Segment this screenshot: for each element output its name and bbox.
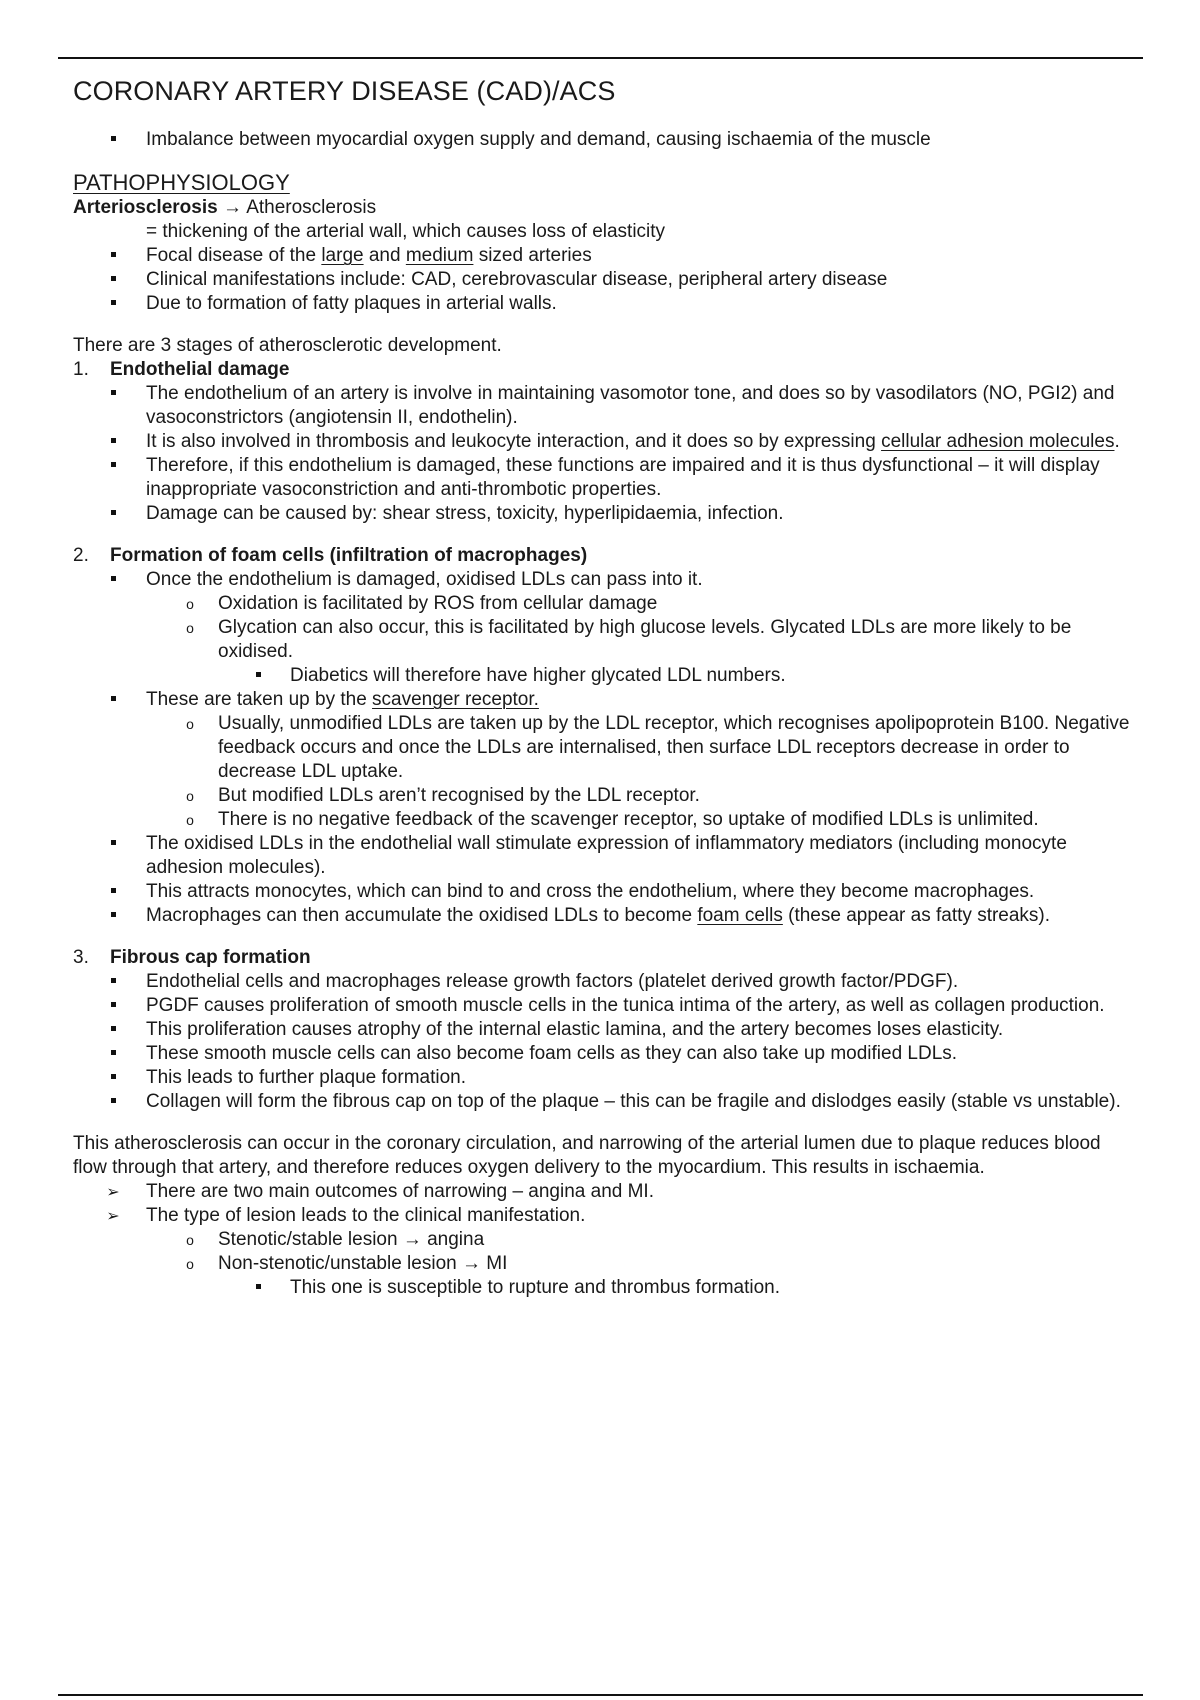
bullet-circle-icon [180, 808, 200, 832]
bullet-square-icon [103, 268, 123, 292]
bullet-circle-icon [180, 592, 200, 616]
bullet-square-icon [248, 664, 268, 688]
bullet-square-icon [103, 1066, 123, 1090]
list-item: o Glycation can also occur, this is facilitated by high glucose levels. Glycated LDLs are more likely to be oxidised. [73, 616, 1133, 664]
list-item: o There is no negative feedback of the scavenger receptor, so uptake of modified LDLs is unlimited. [73, 808, 1133, 832]
list-item: Macrophages can then accumulate the oxidised LDLs to become foam cells (these appear as fatty streaks). [73, 904, 1133, 928]
list-item: Damage can be caused by: shear stress, toxicity, hyperlipidaemia, infection. [73, 502, 1133, 526]
stage-number: 2. [73, 545, 89, 566]
bullet-circle-icon [180, 712, 200, 736]
bullet-square-icon [103, 880, 123, 904]
stage-2 [73, 544, 1133, 568]
list-item: Collagen will form the fibrous cap on top of the plaque – this can be fragile and dislodges easily (stable vs unstable). [73, 1090, 1133, 1114]
list-item: This one is susceptible to rupture and thrombus formation. [73, 1276, 1133, 1300]
list-item: PGDF causes proliferation of smooth muscle cells in the tunica intima of the artery, as well as collagen production. [73, 994, 1133, 1018]
list-item: o Stenotic/stable lesion → angina [73, 1228, 1133, 1252]
bullet-circle-icon [180, 1228, 200, 1252]
intro-list [73, 128, 1133, 152]
bullet-circle-icon [180, 616, 200, 640]
definition-line: = thickening of the arterial wall, which causes loss of elasticity [146, 221, 666, 242]
list-item: o Usually, unmodified LDLs are taken up by the LDL receptor, which recognises apolipoprotein B100. Negative feedback occurs and once the LDLs are internalised, then surface LDL receptors decrease in order to decrease LDL uptake. [73, 712, 1133, 784]
arrowhead-bullet-icon [103, 1180, 123, 1205]
bullet-square-icon [103, 454, 123, 478]
bullet-square-icon [103, 382, 123, 406]
list-item: Imbalance between myocardial oxygen supply and demand, causing ischaemia of the muscle [73, 128, 1133, 152]
list-item: This proliferation causes atrophy of the internal elastic lamina, and the artery becomes loses elasticity. [73, 1018, 1133, 1042]
list-item: ➢ There are two main outcomes of narrowing – angina and MI. [73, 1180, 1133, 1204]
conclusion-list [73, 1180, 1133, 1300]
bullet-circle-icon [180, 1252, 200, 1276]
list-item: The oxidised LDLs in the endothelial wall stimulate expression of inflammatory mediators (including monocyte adhesion molecules). [73, 832, 1133, 880]
top-rule [58, 57, 1143, 59]
bullet-square-icon [103, 430, 123, 454]
bullet-square-icon [103, 244, 123, 268]
list-item: Clinical manifestations include: CAD, cerebrovascular disease, peripheral artery disease [73, 268, 1133, 292]
list-item: Focal disease of the large and medium sized arteries [73, 244, 1133, 268]
bullet-square-icon [103, 128, 123, 152]
stage-number: 3. [73, 947, 89, 968]
document-page [73, 70, 1133, 1300]
arteriosclerosis-line: Arteriosclerosis → Atherosclerosis [73, 197, 377, 218]
stage-number: 1. [73, 359, 89, 380]
bullet-square-icon [103, 292, 123, 316]
list-item: These smooth muscle cells can also become foam cells as they can also take up modified LDLs. [73, 1042, 1133, 1066]
stages-intro: There are 3 stages of atherosclerotic development. [73, 335, 502, 356]
stage-3-list [73, 970, 1133, 1114]
bullet-square-icon [103, 970, 123, 994]
bullet-square-icon [103, 502, 123, 526]
bullet-square-icon [103, 1042, 123, 1066]
list-item: o Non-stenotic/unstable lesion → MI [73, 1252, 1133, 1276]
bullet-square-icon [103, 994, 123, 1018]
stage-title: Formation of foam cells (infiltration of macrophages) [110, 545, 588, 566]
stage-1-list [73, 382, 1133, 526]
patho-list [73, 244, 1133, 316]
list-item: o Oxidation is facilitated by ROS from cellular damage [73, 592, 1133, 616]
section-heading-pathophysiology: PATHOPHYSIOLOGY [73, 170, 290, 195]
bottom-rule [58, 1694, 1143, 1696]
list-item: These are taken up by the scavenger receptor. [73, 688, 1133, 712]
list-item: The endothelium of an artery is involve in maintaining vasomotor tone, and does so by vasodilators (NO, PGI2) and vasoconstrictors (angiotensin II, endothelin). [73, 382, 1133, 430]
list-item: Once the endothelium is damaged, oxidised LDLs can pass into it. [73, 568, 1133, 592]
list-item: Diabetics will therefore have higher glycated LDL numbers. [73, 664, 1133, 688]
stage-1 [73, 358, 1133, 382]
bullet-square-icon [103, 904, 123, 928]
list-item: o But modified LDLs aren’t recognised by the LDL receptor. [73, 784, 1133, 808]
arrowhead-bullet-icon [103, 1204, 123, 1229]
bullet-square-icon [103, 1018, 123, 1042]
list-item: ➢ The type of lesion leads to the clinical manifestation. [73, 1204, 1133, 1228]
stage-title: Fibrous cap formation [110, 947, 311, 968]
conclusion-paragraph: This atherosclerosis can occur in the coronary circulation, and narrowing of the arterial lumen due to plaque reduces blood flow through that artery, and therefore reduces oxygen delivery to the myocardium. This results in ischaemia. [73, 1133, 1101, 1178]
bullet-square-icon [103, 1090, 123, 1114]
list-item: This attracts monocytes, which can bind to and cross the endothelium, where they become macrophages. [73, 880, 1133, 904]
list-item: It is also involved in thrombosis and leukocyte interaction, and it does so by expressing cellular adhesion molecules. [73, 430, 1133, 454]
stage-title: Endothelial damage [110, 359, 290, 380]
stage-2-list [73, 568, 1133, 928]
bullet-square-icon [103, 832, 123, 856]
list-item: Due to formation of fatty plaques in arterial walls. [73, 292, 1133, 316]
page-title: CORONARY ARTERY DISEASE (CAD)/ACS [73, 76, 616, 106]
stage-3 [73, 946, 1133, 970]
bullet-square-icon [248, 1276, 268, 1300]
list-item: Therefore, if this endothelium is damaged, these functions are impaired and it is thus dysfunctional – it will display inappropriate vasoconstriction and anti-thrombotic properties. [73, 454, 1133, 502]
bullet-square-icon [103, 688, 123, 712]
bullet-circle-icon [180, 784, 200, 808]
bullet-square-icon [103, 568, 123, 592]
list-item: This leads to further plaque formation. [73, 1066, 1133, 1090]
list-item: Endothelial cells and macrophages release growth factors (platelet derived growth factor/PDGF). [73, 970, 1133, 994]
